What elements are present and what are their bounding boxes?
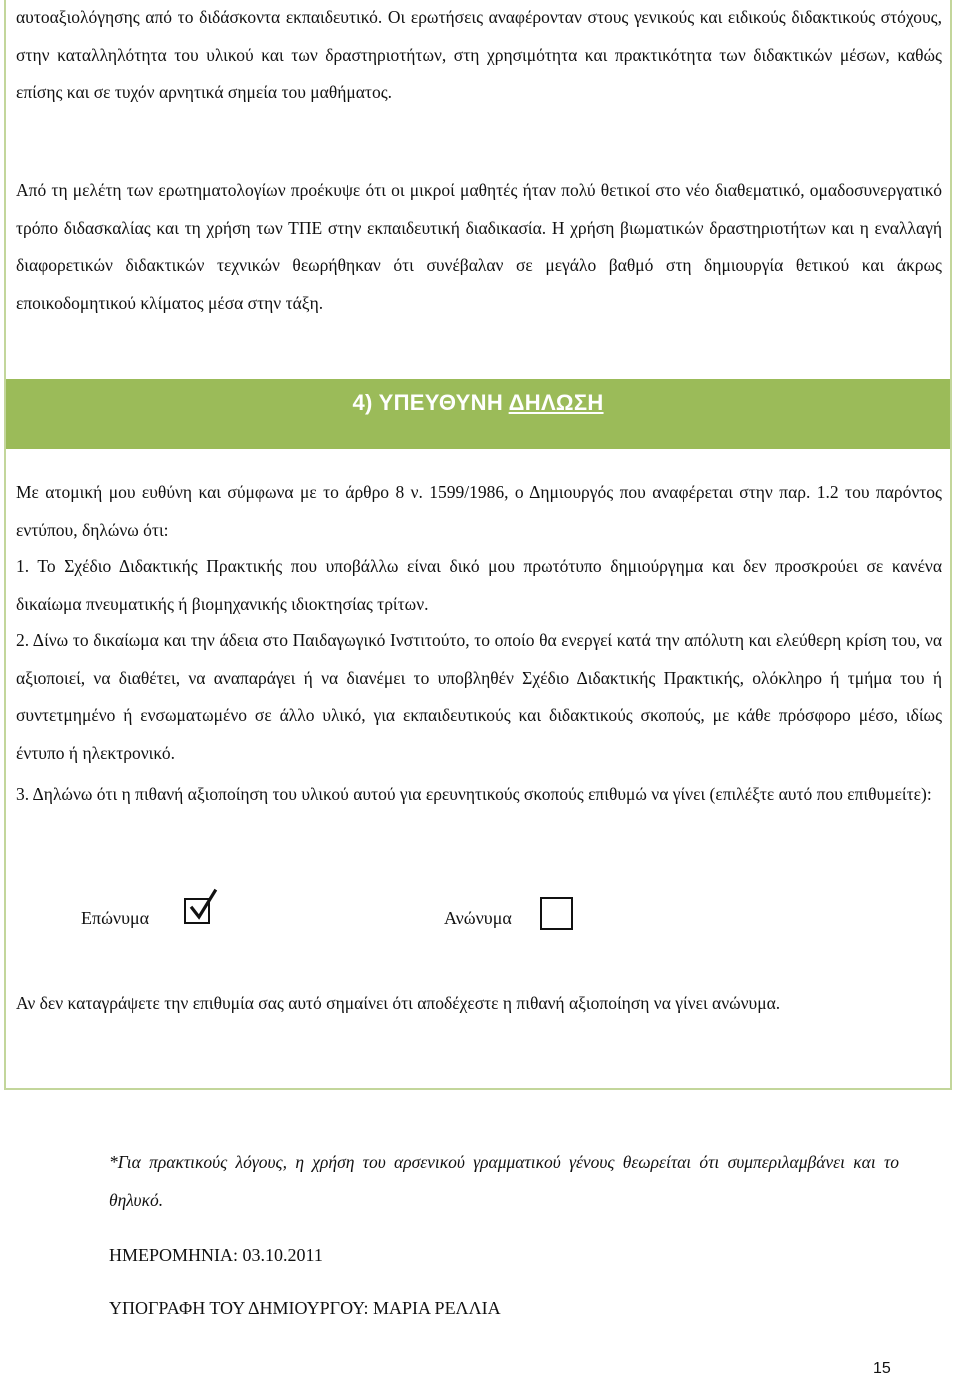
page-number: 15 <box>873 1360 891 1377</box>
date-line: ΗΜΕΡΟΜΗΝΙΑ: 03.10.2011 <box>109 1245 323 1265</box>
section-heading <box>6 385 950 421</box>
option-anonymous-checkbox[interactable] <box>540 897 573 930</box>
declaration-item-3: 3. Δηλώνω ότι η πιθανή αξιοποίηση του υλικού αυτού για ερευνητικούς σκοπούς επιθυμώ να γίνει (επιλέξτε αυτό που επιθυμείτε): <box>16 784 932 804</box>
findings-paragraph: Από τη μελέτη των ερωτηματολογίων προέκυψε ότι οι μικροί μαθητές ήταν πολύ θετικοί στο νέο διαθεματικό, ομαδοσυνεργατικό τρόπο διδασκαλίας και τη χρήση των ΤΠΕ στην εκπαιδευτική διαδικασία. Η χρήση βιωματικών δραστηριοτήτων και η εναλλαγή διαφορετικών διδακτικών τεχνικών θεωρήθηκαν ότι συνέβαλαν σε μεγάλο βαθμό στη δημιουργία θετικού και άκρως εποικοδομητικού κλίματος μέσα στην τάξη. <box>16 180 942 313</box>
declaration-item-2: 2. Δίνω το δικαίωμα και την άδεια στο Παιδαγωγικό Ινστιτούτο, το οποίο θα ενεργεί κατά την απόλυτη και ελεύθερη κρίση του, να αξιοποιεί, να διαθέτει, να αναπαράγει ή να διανέμει το υποβληθέν Σχέδιο Διδακτικής Πρακτικής, ολόκληρο ή τμήμα του ή συντετμημένο ή ενσωματωμένο σε άλλο υλικό, για εκπαιδευτικούς και διδακτικούς σκοπούς, με κάθε πρόσφορο μέσο, ιδίως έντυπο ή ηλεκτρονικό. <box>16 630 942 763</box>
option-anonymous-label: Ανώνυμα <box>444 908 512 928</box>
evaluation-paragraph: αυτοαξιολόγησης από το διδάσκοντα εκπαιδευτικό. Οι ερωτήσεις αναφέρονταν στους γενικούς και ειδικούς διδακτικούς στόχους, στην καταλληλότητα του υλικού και των δραστηριοτήτων, στη χρησιμότητα και πρακτικότητα των διδακτικών μέσων, καθώς επίσης και σε τυχόν αρνητικά σημεία του μαθήματος. <box>16 7 942 102</box>
section-heading-band <box>6 379 950 449</box>
declaration-item-1: 1. Το Σχέδιο Διδακτικής Πρακτικής που υποβάλλω είναι δικό μου πρωτότυπο δημιούργημα και δεν προσκρούει σε κανένα δικαίωμα πνευματικής ή βιομηχανικής ιδιοκτησίας τρίτων. <box>16 556 942 614</box>
default-consent-note: Αν δεν καταγράψετε την επιθυμία σας αυτό σημαίνει ότι αποδέχεστε η πιθανή αξιοποίηση να γίνει ανώνυμα. <box>16 993 781 1013</box>
signature-line: ΥΠΟΓΡΑΦΗ ΤΟΥ ΔΗΜΙΟΥΡΓΟΥ: ΜΑΡΙΑ ΡΕΛΛΙΑ <box>109 1298 501 1318</box>
heading-underlined-word: ΔΗΛΩΣΗ <box>508 390 604 415</box>
option-named-label: Επώνυμα <box>81 908 150 928</box>
declaration-preamble: Με ατομική μου ευθύνη και σύμφωνα με το άρθρο 8 ν. 1599/1986, ο Δημιουργός που αναφέρεται στην παρ. 1.2 του παρόντος εντύπου, δηλώνω ότι: <box>16 482 942 540</box>
gender-note: *Για πρακτικούς λόγους, η χρήση του αρσενικού γραμματικού γένους θεωρείται ότι συμπεριλαμβάνει και το θηλυκό. <box>109 1152 899 1210</box>
heading-prefix: 4) ΥΠΕΥΘΥΝΗ <box>352 390 509 415</box>
checkmark-icon <box>188 888 218 922</box>
